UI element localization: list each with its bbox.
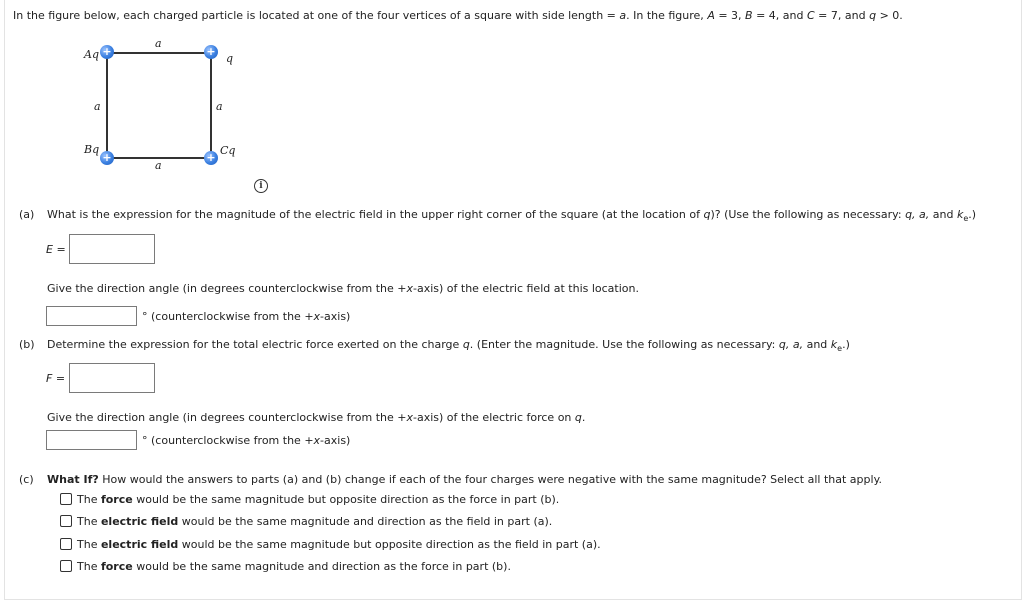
part-b-dir-q: q — [574, 411, 582, 424]
part-a-vars: q, a, — [905, 208, 930, 221]
part-a-q-text-1: What is the expression for the magnitude of the electric field in the upper right corner of the square (at the location of — [47, 208, 704, 221]
part-b-dir-x: x — [406, 411, 413, 424]
option-4-checkbox[interactable] — [60, 560, 72, 572]
part-a-dir-text-2: -axis) of the electric field at this location. — [412, 282, 639, 295]
part-a-question — [47, 208, 976, 223]
part-b-vars: q, a, — [778, 338, 804, 351]
e-label: E = — [46, 243, 66, 256]
part-a-direction-prompt — [47, 282, 639, 295]
option-4-pre: The — [77, 560, 101, 573]
e-angle-input[interactable] — [46, 306, 137, 326]
charge-label-top-right: q — [226, 52, 234, 65]
part-b-q-var: q — [462, 338, 470, 351]
option-4-label[interactable] — [77, 560, 511, 573]
intro-var-C: C — [807, 9, 815, 22]
charge-top-left: + — [100, 45, 114, 59]
part-b-dir-text-1: Give the direction angle (in degrees counterclockwise from the + — [47, 411, 407, 424]
charge-label-bottom-left: Bq — [84, 143, 100, 156]
option-1-label[interactable] — [77, 493, 559, 506]
part-b-unit-x: x — [313, 434, 321, 447]
option-2-label[interactable] — [77, 515, 552, 528]
part-b-k: k — [830, 338, 838, 351]
part-a-tag: (a) — [19, 208, 35, 221]
option-1-bold: force — [100, 493, 133, 506]
part-b-direction-prompt — [47, 411, 585, 424]
charge-square-figure — [76, 33, 256, 183]
option-2-pre: The — [77, 515, 101, 528]
part-b-unit-1: ° (counterclockwise from the + — [142, 434, 314, 447]
option-3-pre: The — [77, 538, 101, 551]
intro-var-q: q — [869, 9, 877, 22]
part-b-k-sub: e — [837, 344, 843, 353]
part-a-q-var: q — [703, 208, 711, 221]
part-a-end: .) — [968, 208, 977, 221]
charge-label-top-left: Aq — [84, 48, 99, 61]
e-answer-input[interactable] — [69, 234, 155, 264]
charge-label-bottom-right: Cq — [220, 144, 236, 157]
part-b-unit-2: -axis) — [320, 434, 351, 447]
part-a-unit-2: -axis) — [320, 310, 351, 323]
intro-text-5: = 7, and — [814, 9, 870, 22]
part-c-question — [47, 473, 882, 486]
option-1-post: would be the same magnitude but opposite direction as the force in part (b). — [132, 493, 560, 506]
part-a-and: and — [929, 208, 957, 221]
part-b-dir-end: . — [581, 411, 586, 424]
intro-text-1: In the figure below, each charged particle is located at one of the four vertices of a square with side length = — [13, 9, 620, 22]
f-label: F = — [46, 372, 66, 385]
intro-var-A: A — [707, 9, 715, 22]
side-label-bottom: a — [155, 159, 162, 172]
side-label-left: a — [94, 100, 101, 113]
charge-top-right: + — [204, 45, 218, 59]
option-4-post: would be the same magnitude and direction as the force in part (b). — [132, 560, 511, 573]
f-angle-unit — [142, 434, 350, 447]
side-label-top: a — [155, 37, 162, 50]
square-outline — [106, 52, 212, 159]
what-if-label: What If? — [47, 473, 99, 486]
part-b-end: .) — [842, 338, 850, 351]
part-a-dir-text-1: Give the direction angle (in degrees counterclockwise from the + — [47, 282, 407, 295]
side-label-right: a — [216, 100, 223, 113]
option-2-checkbox[interactable] — [60, 515, 72, 527]
charge-bottom-left: + — [100, 151, 114, 165]
intro-text-2: . In the figure, — [626, 9, 708, 22]
intro-var-B: B — [745, 9, 753, 22]
intro-text-6: > 0. — [876, 9, 903, 22]
f-angle-input[interactable] — [46, 430, 137, 450]
part-b-and: and — [803, 338, 831, 351]
option-1-checkbox[interactable] — [60, 493, 72, 505]
info-icon[interactable]: i — [254, 179, 268, 193]
option-1-pre: The — [77, 493, 101, 506]
e-angle-unit — [142, 310, 350, 323]
intro-var-a: a — [619, 9, 627, 22]
part-a-q-text-2: )? (Use the following as necessary: — [710, 208, 906, 221]
charge-bottom-right: + — [204, 151, 218, 165]
option-3-label[interactable] — [77, 538, 601, 551]
part-a-unit-x: x — [313, 310, 321, 323]
part-b-q-text-1: Determine the expression for the total electric force exerted on the charge — [47, 338, 463, 351]
f-answer-input[interactable] — [69, 363, 155, 393]
intro-text-4: = 4, and — [752, 9, 807, 22]
part-b-dir-text-2: -axis) of the electric force on — [412, 411, 575, 424]
option-3-post: would be the same magnitude but opposite direction as the field in part (a). — [178, 538, 601, 551]
part-c-tag: (c) — [19, 473, 34, 486]
part-c-question-text: How would the answers to parts (a) and (b) change if each of the four charges were negative with the same magnitude? Select all that apply. — [98, 473, 883, 486]
option-3-bold: electric field — [100, 538, 179, 551]
part-b-question — [47, 338, 850, 353]
problem-intro — [13, 9, 903, 22]
part-b-q-text-2: . (Enter the magnitude. Use the following as necessary: — [469, 338, 779, 351]
option-2-post: would be the same magnitude and direction as the field in part (a). — [178, 515, 553, 528]
part-a-dir-x: x — [406, 282, 413, 295]
part-a-unit-1: ° (counterclockwise from the + — [142, 310, 314, 323]
option-2-bold: electric field — [100, 515, 179, 528]
option-4-bold: force — [100, 560, 133, 573]
option-3-checkbox[interactable] — [60, 538, 72, 550]
part-b-tag: (b) — [19, 338, 35, 351]
part-a-k: k — [956, 208, 964, 221]
part-a-k-sub: e — [963, 214, 969, 223]
intro-text-3: = 3, — [714, 9, 746, 22]
